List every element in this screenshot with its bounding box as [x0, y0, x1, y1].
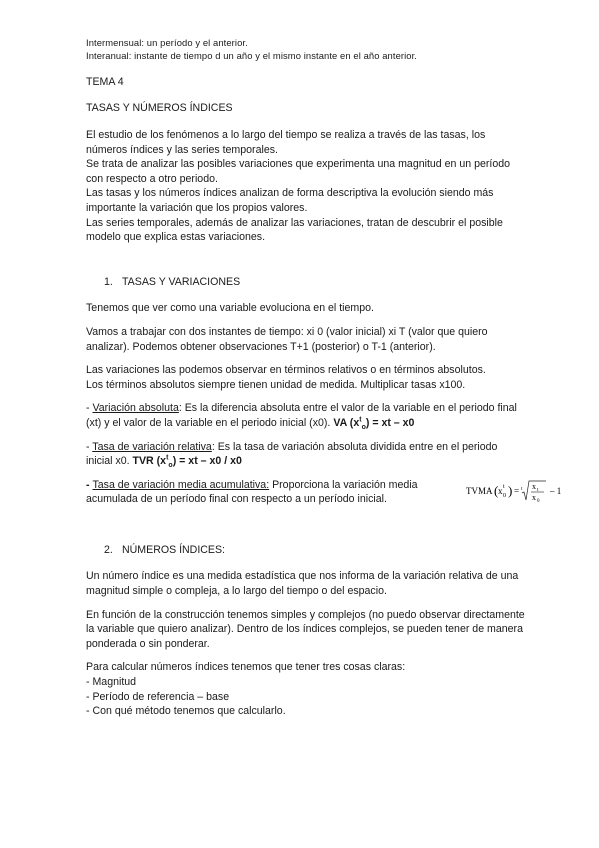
tvma-formula: [466, 478, 586, 506]
tvma-formula-lparen: (: [494, 482, 499, 498]
tema-label: TEMA 4: [86, 75, 124, 88]
tvma-formula-den-sub: 0: [537, 498, 540, 504]
tvma-formula-x: x: [498, 485, 503, 496]
section-2-heading: [86, 543, 526, 558]
list-item: - Magnitud: [86, 676, 137, 689]
tvma-formula-num: x: [532, 481, 536, 491]
s2-paragraph-3: Para calcular números índices tenemos que tener tres cosas claras:: [86, 661, 406, 674]
tvma-term: Tasa de variación media acumulativa:: [92, 478, 270, 491]
tvma-formula-den: x: [532, 492, 536, 502]
tvr-text: : Es la tasa de variación absoluta dividida entre en el periodo inicial x0.: [86, 440, 498, 468]
tvr-term: Tasa de variación relativa: [92, 440, 212, 453]
section-1-number: 1.: [104, 275, 113, 288]
document-page: [86, 36, 562, 719]
va-text: : Es la diferencia absoluta entre el valor de la variable en el periodo final (xt) y el valor de la variable en el periodo inicial (x0).: [86, 402, 517, 429]
list-item: - Con qué método tenemos que calcularlo.: [86, 705, 286, 718]
va-term: Variación absoluta: [92, 402, 179, 415]
s1-paragraph-3b: Los términos absolutos siempre tienen unidad de medida. Multiplicar tasas x100.: [86, 378, 466, 391]
s1-paragraph-2: Vamos a trabajar con dos instantes de tiempo: xi 0 (valor inicial) xi T (valor que quiero analizar). Podemos obtener observaciones T+1 (posterior) o T-1 (anterior).: [86, 325, 488, 353]
s1-paragraph-3: [86, 363, 526, 392]
s2-list: [86, 675, 526, 719]
section-2-number: 2.: [104, 543, 113, 556]
tvr-formula: TVR $(x^t_o)$ = xt – x0 / x0: [132, 454, 242, 470]
intro-paragraph: Las series temporales, además de analizar las variaciones, tratan de descubrir el posible modelo que explica estas variaciones.: [86, 216, 503, 244]
section-1-title: TASAS Y VARIACIONES: [122, 275, 241, 288]
s2-paragraph-2: En función de la construcción tenemos simples y complejos (no puedo observar directamente la variable que quiero analizar). Dentro de los índices complejos, se pueden tener de manera ponderada o sin ponderar.: [86, 608, 525, 650]
section-2-title: NÚMEROS ÍNDICES:: [122, 543, 226, 556]
tvma-formula-sub: 0: [503, 492, 506, 499]
tvma-dash: -: [86, 478, 93, 491]
tvma-formula-num-sub: t: [537, 487, 539, 493]
tvma-formula-rparen: ): [508, 482, 513, 498]
header-line-1: Intermensual: un período y el anterior.: [86, 37, 248, 48]
page-title: TASAS Y NÚMEROS ÍNDICES: [86, 102, 233, 115]
intro-block: [86, 128, 526, 245]
tvma-formula-eq: =: [514, 485, 520, 496]
tvma-formula-sup: t: [503, 483, 505, 490]
va-definition: [86, 401, 526, 430]
va-formula: VA $(x^t_o)$ = xt – x0: [333, 416, 415, 432]
tvma-formula-minus: – 1: [550, 485, 562, 496]
tvr-definition: [86, 440, 526, 469]
tvma-text: Proporciona la variación media acumulada de un período final con respecto a un período inicial.: [86, 478, 418, 506]
tvma-formula-root-index: t: [521, 486, 523, 492]
intro-paragraph: Las tasas y los números índices analizan de forma descriptiva la evolución siendo más importante la variación que los propios valores.: [86, 187, 494, 214]
tvma-formula-label: TVMA: [466, 485, 493, 496]
intro-paragraph: El estudio de los fenómenos a lo largo del tiempo se realiza a través de las tasas, los números índices y las series temporales.: [86, 129, 486, 156]
section-1-heading: [86, 275, 526, 290]
s2-paragraph-1: Un número índice es una medida estadística que nos informa de la variación relativa de una magnitud simple o compleja, a lo largo del tiempo o del espacio.: [86, 570, 519, 598]
va-dash: -: [86, 402, 93, 415]
header-line-2: Interanual: instante de tiempo d un año y el mismo instante en el año anterior.: [86, 50, 418, 62]
s1-paragraph-1: Tenemos que ver como una variable evoluciona en el tiempo.: [86, 302, 374, 315]
tvma-definition: [86, 478, 562, 507]
tvma-text-block: [86, 478, 446, 507]
list-item: - Período de referencia – base: [86, 690, 230, 703]
intro-paragraph: Se trata de analizar las posibles variaciones que experimenta una magnitud en un período con respecto a otro periodo.: [86, 158, 511, 185]
tvr-dash: -: [86, 440, 93, 453]
s1-paragraph-3a: Las variaciones las podemos observar en términos relativos o en términos absolutos.: [86, 364, 486, 377]
